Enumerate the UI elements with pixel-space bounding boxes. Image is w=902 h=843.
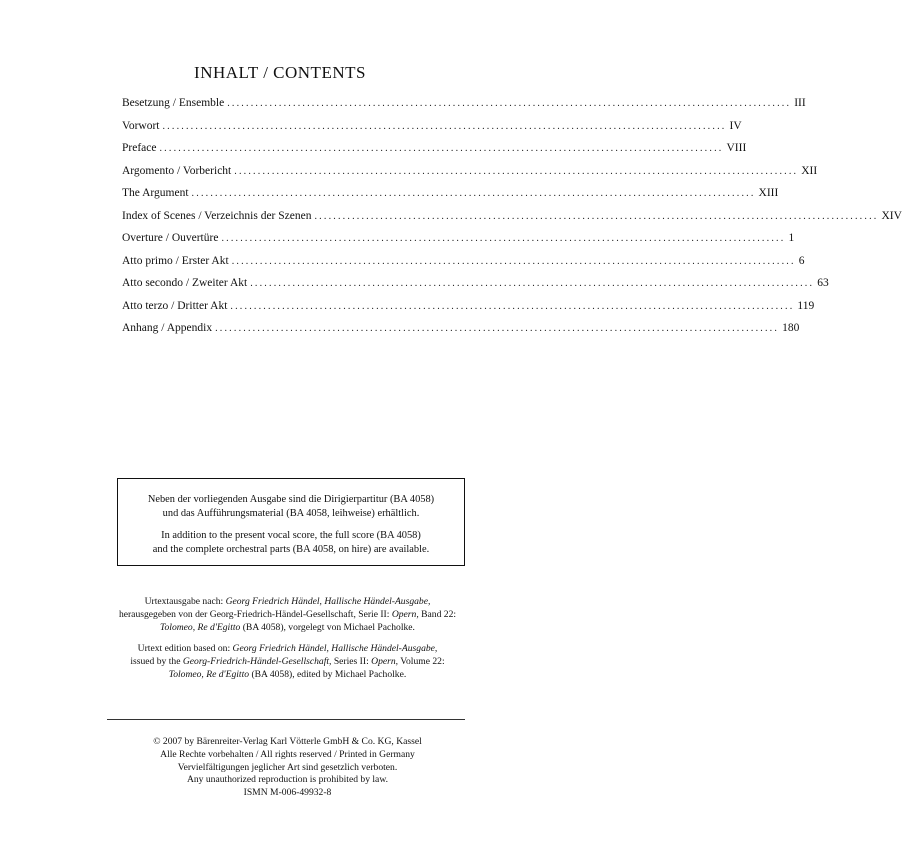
toc-entry [122, 187, 779, 210]
toc-dot-leader: ........................................................................................................................ [231, 255, 796, 267]
credit-text: (BA 4058), vorgelegt von Michael Pacholke. [240, 621, 415, 633]
credit-text: Urtext edition based on: [137, 643, 233, 655]
notice-german-line: und das Aufführungsmaterial (BA 4058, leihweise) erhältlich. [162, 508, 420, 519]
toc-entry-label: Preface [122, 142, 157, 154]
toc-entry-label: The Argument [122, 187, 189, 199]
toc-entry [122, 209, 902, 233]
toc-entry [122, 299, 815, 323]
toc-entry-page: 63 [817, 277, 829, 289]
toc-entry-page: XIV [881, 209, 902, 222]
ismn-number: ISMN M-006-49932-8 [243, 787, 332, 799]
credit-text: Series II: [331, 656, 372, 668]
copyright-block [100, 736, 475, 800]
reproduction-notice-english: Any unauthorized reproduction is prohibited by law. [186, 774, 389, 786]
toc-entry [122, 164, 818, 188]
toc-dot-leader: ........................................................................................................................ [159, 143, 724, 154]
credit-text: issued by the [130, 656, 183, 668]
toc-dot-leader: ........................................................................................................................ [215, 323, 780, 334]
toc-dot-leader: ........................................................................................................................ [162, 120, 727, 132]
toc-entry [122, 142, 747, 165]
urtext-credit-german [100, 596, 475, 634]
toc-dot-leader: ........................................................................................................................ [230, 300, 795, 312]
toc-entry [122, 254, 805, 278]
toc-entry-page: XII [801, 164, 818, 177]
toc-entry [122, 119, 742, 143]
credit-italic-text: Georg Friedrich Händel, Hallische Händel-Ausgabe, [232, 643, 438, 655]
toc-dot-leader: ........................................................................................................................ [191, 188, 756, 199]
toc-entry-page: 1 [788, 232, 795, 244]
toc-dot-leader: ........................................................................................................................ [314, 210, 879, 222]
divider-line [107, 719, 465, 720]
credit-text: Urtextausgabe nach: [144, 596, 226, 607]
credit-italic-text: Opern, [371, 656, 399, 668]
toc-entry-page: 119 [797, 299, 815, 312]
credit-italic-text: Opern, [391, 608, 419, 620]
urtext-credit-english [100, 643, 475, 681]
toc-entry-label: Argomento / Vorbericht [122, 164, 232, 177]
availability-notice-box [117, 478, 465, 566]
credit-italic-text: Georg Friedrich Händel, Hallische Händel-Ausgabe, [225, 596, 431, 607]
toc-entry-label: Index of Scenes / Verzeichnis der Szenen [122, 209, 312, 222]
toc-dot-leader: ........................................................................................................................ [221, 233, 786, 244]
toc-entry-page: IV [729, 119, 742, 132]
urtext-credits [100, 596, 475, 691]
toc-dot-leader: ........................................................................................................................ [227, 98, 792, 109]
toc-entry [122, 277, 829, 300]
toc-entry-label: Vorwort [122, 119, 160, 132]
notice-german [118, 493, 464, 521]
toc-entry-page: III [794, 97, 806, 109]
copyright-line: © 2007 by Bärenreiter-Verlag Karl Vötterle GmbH & Co. KG, Kassel [153, 736, 422, 747]
toc-dot-leader: ........................................................................................................................ [250, 278, 815, 289]
notice-english [118, 529, 464, 557]
toc-entry-page: VIII [726, 142, 747, 154]
reproduction-notice-german: Vervielfältigungen jeglicher Art sind gesetzlich verboten. [177, 761, 398, 773]
page-title: INHALT / CONTENTS [194, 63, 366, 82]
toc-entry [122, 97, 806, 120]
credit-italic-text: Georg-Friedrich-Händel-Gesellschaft, [182, 656, 332, 668]
table-of-contents [122, 97, 902, 345]
notice-english-line: and the complete orchestral parts (BA 4058, on hire) are available. [152, 544, 430, 555]
toc-entry-page: 6 [798, 254, 805, 267]
notice-german-line: Neben der vorliegenden Ausgabe sind die Dirigierpartitur (BA 4058) [147, 494, 435, 505]
toc-entry-label: Atto secondo / Zweiter Akt [122, 277, 248, 289]
toc-entry [122, 232, 795, 255]
toc-entry-page: XIII [758, 187, 779, 199]
toc-entry-label: Atto terzo / Dritter Akt [122, 299, 228, 312]
credit-text: herausgegeben von der Georg-Friedrich-Händel-Gesellschaft, Serie II: [118, 608, 392, 620]
credit-text: (BA 4058), edited by Michael Pacholke. [249, 668, 407, 680]
toc-entry-label: Atto primo / Erster Akt [122, 254, 229, 267]
credit-text: Band 22: [418, 608, 457, 620]
credit-italic-text: Tolomeo, Re d'Egitto [160, 621, 241, 633]
notice-english-line: In addition to the present vocal score, the full score (BA 4058) [161, 530, 421, 541]
toc-entry-page: 180 [782, 322, 800, 334]
toc-entry-label: Overture / Ouvertüre [122, 232, 219, 244]
credit-text: Volume 22: [398, 656, 445, 668]
credit-italic-text: Tolomeo, Re d'Egitto [168, 668, 250, 680]
toc-entry [122, 322, 800, 345]
toc-dot-leader: ........................................................................................................................ [234, 165, 799, 177]
rights-line: Alle Rechte vorbehalten / All rights reserved / Printed in Germany [160, 748, 415, 760]
toc-entry-label: Besetzung / Ensemble [122, 97, 225, 109]
toc-entry-label: Anhang / Appendix [122, 322, 213, 334]
